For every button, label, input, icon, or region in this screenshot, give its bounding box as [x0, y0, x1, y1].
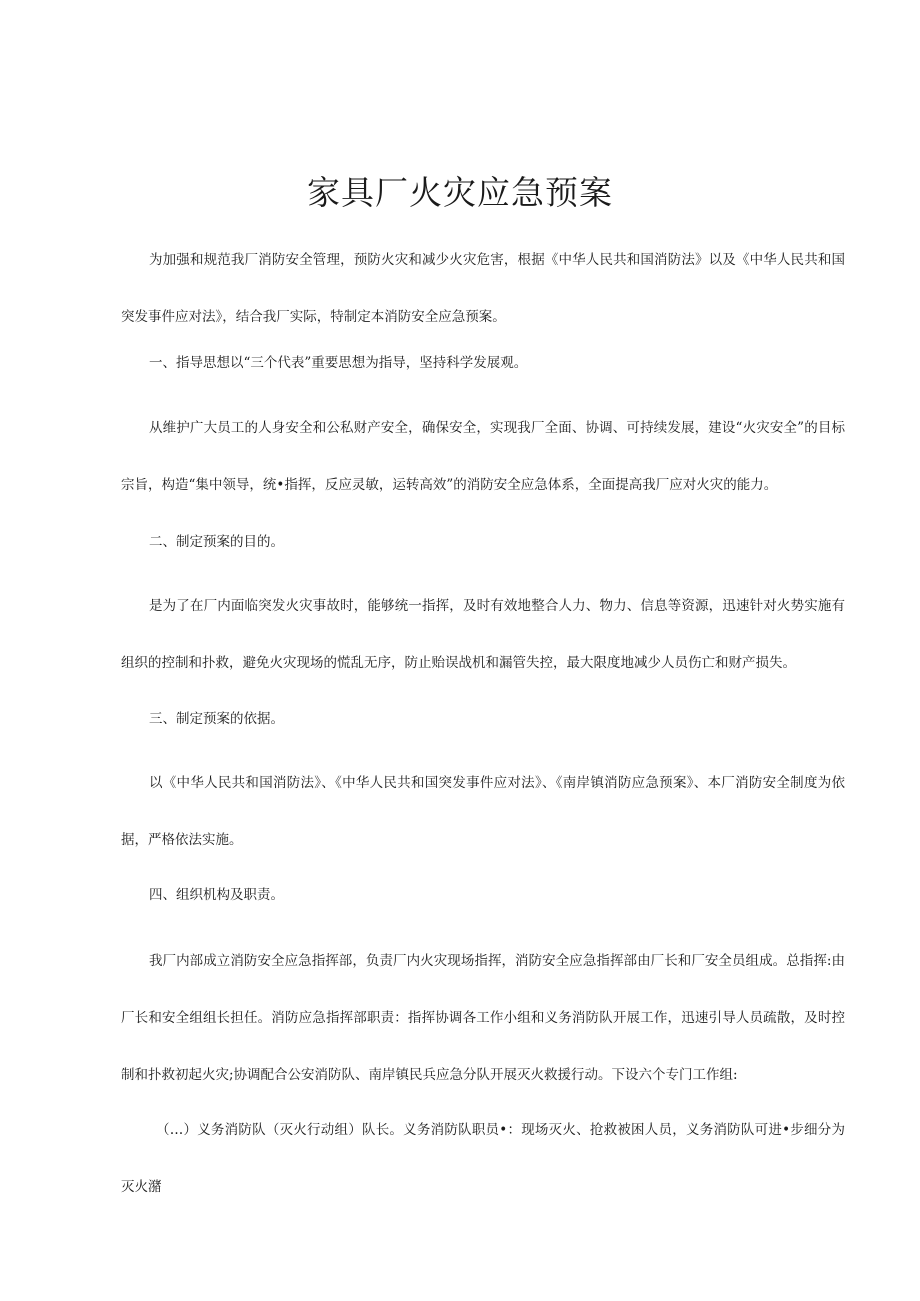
section-4-body: 我厂内部成立消防安全应急指挥部，负责厂内火灾现场指挥，消防安全应急指挥部由厂长和厂安全员组成。总指挥:由厂长和安全组组长担任。消防应急指挥部职责：指挥协调各工作小组和义务消防队开展工作，迅速引导人员疏散，及时控制和扑救初起火灾;协调配合公安消防队、南岸镇民兵应急分队开展灭火救援行动。下设六个专门工作组: [121, 953, 845, 1083]
document-title: 家具厂火灾应急预案 [307, 173, 613, 212]
section-1-body: 从维护广大员工的人身安全和公私财产安全，确保安全，实现我厂全面、协调、可持续发展，建设“火灾安全”的目标宗旨，构造“集中领导，统•指挥，反应灵敏，运转高效”的消防安全应急体系，全面提高我厂应对火灾的能力。 [121, 420, 845, 493]
section-3-heading: 三、制定预案的依据。 [149, 711, 284, 727]
section-3-body: 以《中华人民共和国消防法》、《中华人民共和国突发事件应对法》、《南岸镇消防应急预案》、本厂消防安全制度为依据，严格依法实施。 [121, 775, 845, 848]
section-2-heading: 二、制定预案的目的。 [149, 534, 284, 550]
intro-paragraph: 为加强和规范我厂消防安全管理，预防火灾和减少火灾危害，根据《中华人民共和国消防法》以及《中华人民共和国突发事件应对法》，结合我厂实际，特制定本消防安全应急预案。 [121, 252, 845, 325]
section-2-body: 是为了在厂内面临突发火灾事故时，能够统一指挥，及时有效地整合人力、物力、信息等资源，迅速针对火势实施有组织的控制和扑救，避免火灾现场的慌乱无序，防止贻误战机和漏管失控，最大限度地减少人员伤亡和财产损失。 [121, 598, 845, 671]
section-4-item-1: （…）义务消防队（灭火行动组）队长。义务消防队职员•：现场灭火、抢救被困人员，义务消防队可进•步细分为灭火潴 [121, 1122, 845, 1195]
section-4-heading: 四、组织机构及职责。 [149, 887, 284, 903]
section-1-heading: 一、指导思想以“三个代表”重要思想为指导，坚持科学发展观。 [149, 355, 528, 371]
